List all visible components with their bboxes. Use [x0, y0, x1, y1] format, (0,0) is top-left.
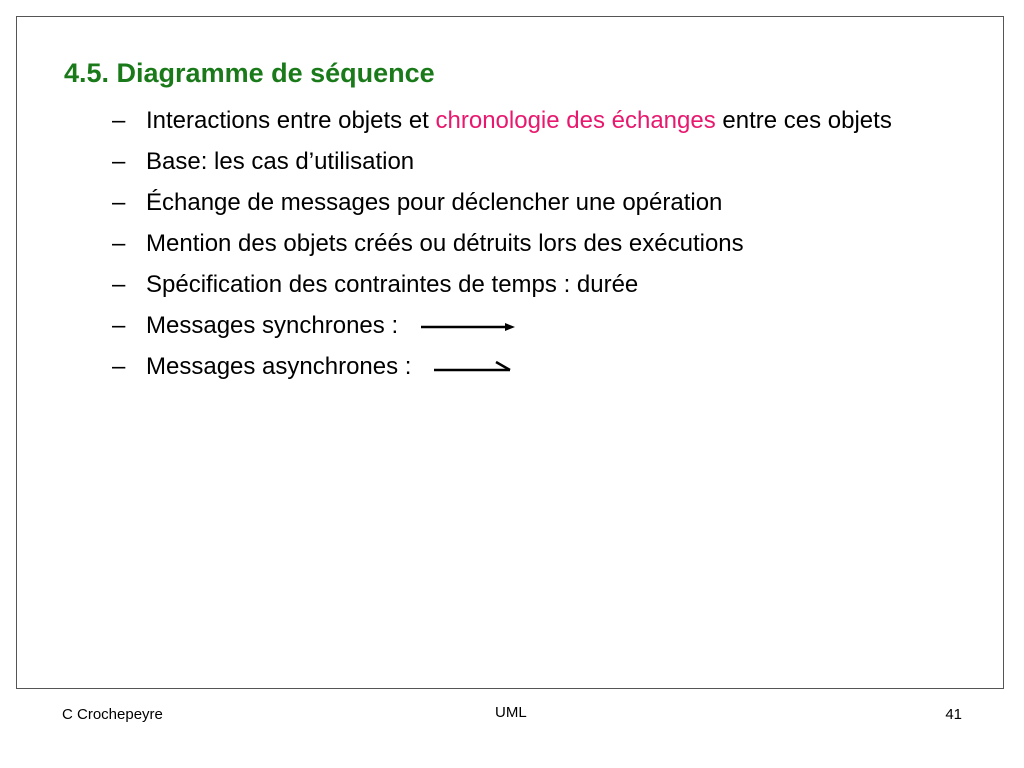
bullet-text: Spécification des contraintes de temps : durée: [146, 271, 639, 298]
bullet-echange: [112, 188, 972, 217]
synchronous-message-arrow-icon: [419, 320, 519, 334]
bullet-text: Échange de messages pour déclencher une opération: [146, 189, 723, 216]
bullet-text: Messages synchrones :: [146, 312, 399, 339]
bullet-text: Messages asynchrones :: [146, 353, 412, 380]
footer-author: C Crochepeyre: [62, 706, 163, 723]
bullet-mention: [112, 229, 972, 258]
bullet-text: Mention des objets créés ou détruits lors des exécutions: [146, 230, 744, 257]
bullet-dash: –: [112, 107, 126, 134]
bullet-dash: –: [112, 189, 126, 216]
footer-page-number: 41: [945, 706, 962, 723]
bullet-asynchronous: [112, 352, 972, 381]
bullet-interactions: [112, 106, 972, 135]
highlighted-text: chronologie des échanges: [435, 107, 716, 134]
asynchronous-message-arrow-icon: [432, 359, 516, 377]
bullet-dash: –: [112, 271, 126, 298]
bullet-base: [112, 147, 972, 176]
bullet-text: Interactions entre objets et: [146, 107, 436, 134]
bullet-specification: [112, 270, 972, 299]
slide-title: 4.5. Diagramme de séquence: [64, 58, 435, 88]
bullet-text: Base: les cas d’utilisation: [146, 148, 415, 175]
bullet-dash: –: [112, 148, 126, 175]
bullet-dash: –: [112, 353, 126, 380]
bullet-synchronous: [112, 311, 972, 340]
bullet-dash: –: [112, 312, 126, 339]
bullet-dash: –: [112, 230, 126, 257]
bullet-text: entre ces objets: [715, 107, 892, 134]
bullet-list: [112, 106, 972, 393]
footer-subject: UML: [495, 704, 527, 721]
